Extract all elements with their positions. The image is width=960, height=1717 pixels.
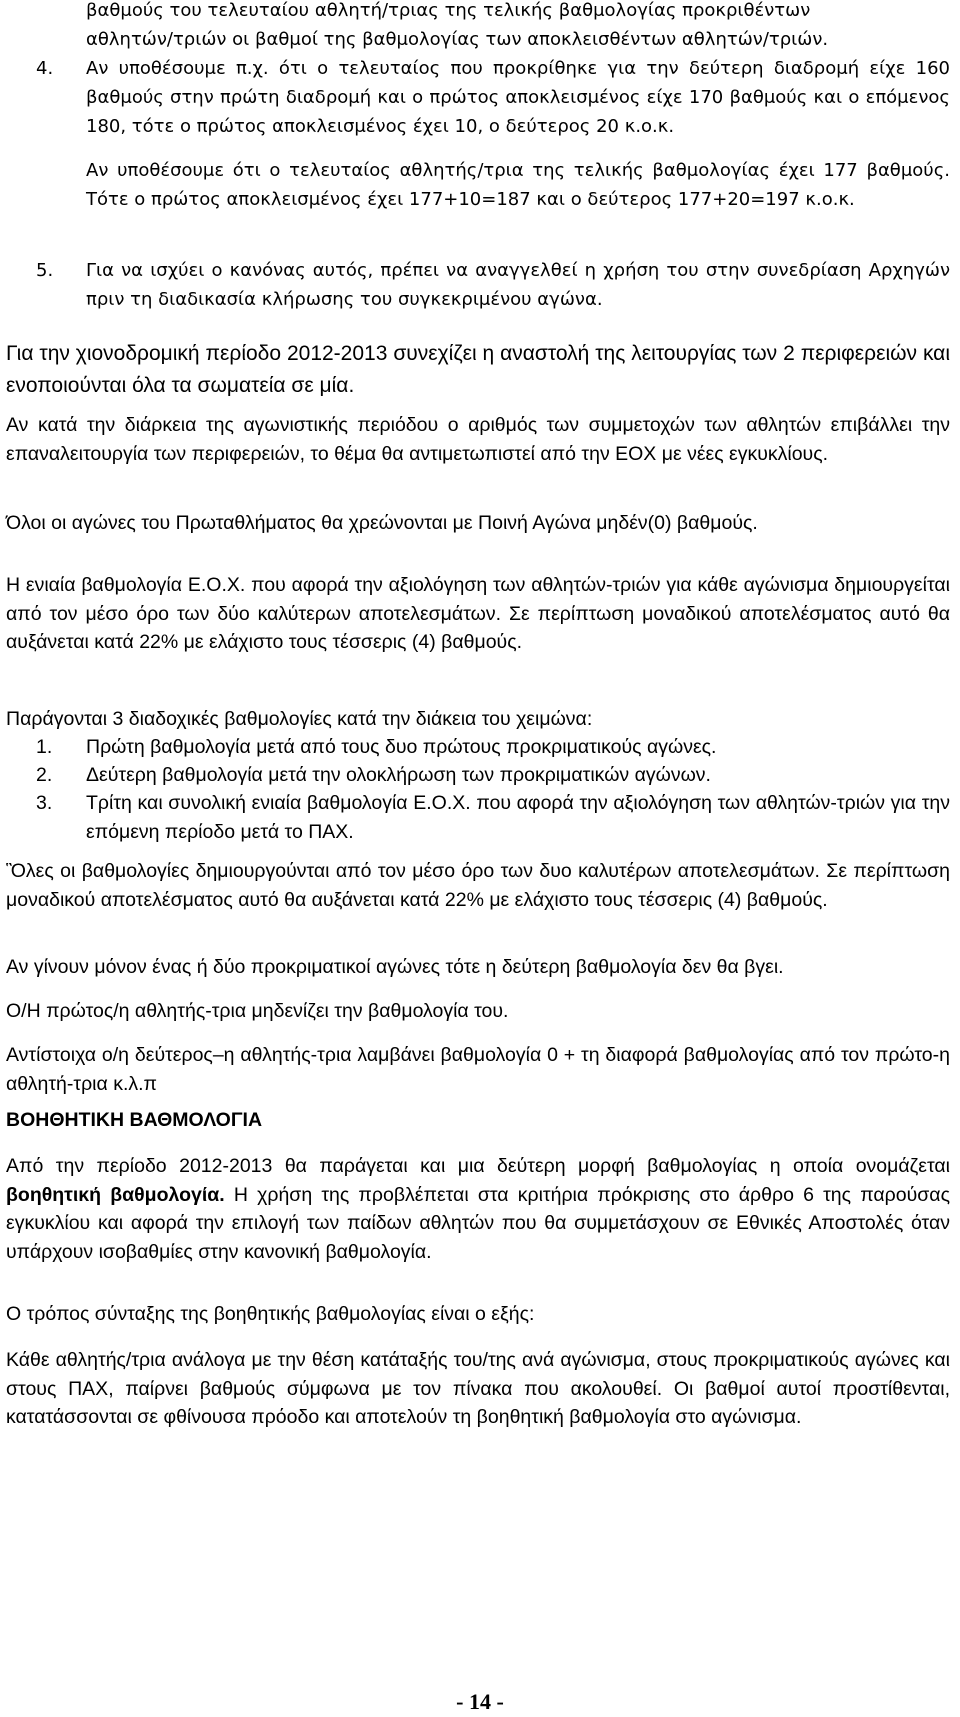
paragraph-method: Ο τρόπος σύνταξης της βοηθητικής βαθμολογίας είναι ο εξής:	[6, 1303, 535, 1325]
ranking-list-item-1	[36, 733, 950, 762]
heading-auxiliary-ranking: ΒΟΗΘΗΤΙΚΗ ΒΑΘΜΟΛΟΓΙΑ	[6, 1109, 263, 1131]
list-item-text: Πρώτη βαθμολογία μετά από τους δυο πρώτους προκριματικούς αγώνες.	[86, 736, 717, 758]
paragraph-second-athlete: Αντίστοιχα ο/η δεύτερος–η αθλητής-τρια λαμβάνει βαθμολογία 0 + τη διαφορά βαθμολογίας από τον πρώτο-η αθλητή-τρια κ.λ.π	[6, 1044, 950, 1095]
list-item-text: Αν υποθέσουμε π.χ. ότι ο τελευταίος που προκρίθηκε για την δεύτερη διαδρομή είχε 160 βαθμούς στην πρώτη διαδρομή και ο πρώτος αποκλεισμένος είχε 170 βαθμούς και ο επόμενος 180, τότε ο πρώτος αποκλεισμένος έχει 10, ο δεύτερος 20 κ.ο.κ.	[86, 58, 950, 137]
aux-text-bold: βοηθητική βαθμολογία.	[6, 1183, 225, 1206]
aux-text-part1: Από την περίοδο 2012-2013 θα παράγεται και μια δεύτερη μορφή βαθμολογίας η οποία ονομάζεται	[6, 1155, 950, 1177]
paragraph-all-rankings: Ὃλες οι βαθμολογίες δημιουργούνται από τον μέσο όρο των δυο καλυτέρων αποτελεσμάτων. Σε περίπτωση μοναδικού αποτελέσματος αυτό θα αυξάνεται κατά 22% με ελάχιστο τους τέσσερις (4) βαθμούς.	[6, 860, 950, 911]
page-number: - 14 -	[456, 1689, 504, 1714]
paragraph-one-two-races: Αν γίνουν μόνον ένας ή δύο προκριματικοί αγώνες τότε η δεύτερη βαθμολογία δεν θα βγει.	[6, 956, 784, 978]
top-continuation	[86, 0, 950, 54]
paragraph-each-athlete: Κάθε αθλητής/τρια ανάλογα με την θέση κατάταξής του/της ανά αγώνισμα, στους προκριματικούς αγώνες και στους ΠΑΧ, παίρνει βαθμούς σύμφωνα με τον πίνακα που ακολουθεί. Οι βαθμοί αυτοί προστίθενται, κατατάσσονται σε φθίνουσα πρόοδο και αποτελούν τη βοηθητική βαθμολογία στο αγώνισμα.	[6, 1349, 950, 1428]
list-item-5	[36, 256, 950, 314]
paragraph-reactivation: Αν κατά την διάρκεια της αγωνιστικής περιόδου ο αριθμός των συμμετοχών των αθλητών επιβάλλει την επαναλειτουργία των περιφερειών, το θέμα θα αντιμετωπιστεί από την ΕΟΧ με νέες εγκυκλίους.	[6, 414, 950, 465]
list-item-4-continuation: Αν υποθέσουμε ότι ο τελευταίος αθλητής/τρια της τελικής βαθμολογίας έχει 177 βαθμούς. Τότε ο πρώτος αποκλεισμένος έχει 177+10=187 και ο δεύτερος 177+20=197 κ.ο.κ.	[86, 160, 950, 210]
paragraph-unified-ranking: Η ενιαία βαθμολογία Ε.Ο.Χ. που αφορά την αξιολόγηση των αθλητών-τριών για κάθε αγώνισμα δημιουργείται από τον μέσο όρο των δύο καλύτερων αποτελεσμάτων. Σε περίπτωση μοναδικού αποτελέσματος αυτό θα αυξάνεται κατά 22% με ελάχιστο τους τέσσερις (4) βαθμούς.	[6, 574, 950, 653]
paragraph-suspension: Για την χιονοδρομική περίοδο 2012-2013 συνεχίζει η αναστολή της λειτουργίας των 2 περιφερειών και ενοποιούνται όλα τα σωματεία σε μία.	[6, 342, 950, 397]
ranking-list-item-3	[36, 789, 950, 846]
paragraph-auxiliary-ranking	[6, 1152, 950, 1266]
list-item-text: Τρίτη και συνολική ενιαία βαθμολογία Ε.Ο.Χ. που αφορά την αξιολόγηση των αθλητών-τριών για την επόμενη περίοδο μετά το ΠΑΧ.	[86, 792, 950, 843]
top-continuation-line1: βαθμούς του τελευταίου αθλητή/τριας της τελικής βαθμολογίας προκριθέντων	[86, 0, 811, 21]
paragraph-first-athlete: Ο/Η πρώτος/η αθλητής-τρια μηδενίζει την βαθμολογία του.	[6, 1000, 509, 1022]
list-item-4	[36, 54, 950, 141]
list-number: 3.	[36, 792, 53, 814]
paragraph-three-rankings-intro: Παράγονται 3 διαδοχικές βαθμολογίες κατά την διάκεια του χειμώνα:	[6, 708, 593, 730]
list-number: 5.	[36, 260, 54, 281]
top-continuation-line2: αθλητών/τριών οι βαθμοί της βαθμολογίας των αποκλεισθέντων αθλητών/τριών.	[86, 29, 829, 50]
list-number: 1.	[36, 736, 53, 758]
aux-text-part2: Η χρήση της προβλέπεται στα κριτήρια πρόκρισης στο άρθρο 6 της παρούσας εγκυκλίου και αφορά την επιλογή των παίδων αθλητών που θα συμμετάσχουν σε Εθνικές Αποστολές όταν υπάρχουν ισοβαθμίες στην κανονική βαθμολογία.	[6, 1183, 950, 1263]
list-item-text: Για να ισχύει ο κανόνας αυτός, πρέπει να αναγγελθεί η χρήση του στην συνεδρίαση Αρχηγών πριν τη διαδικασία κλήρωσης του συγκεκριμένου αγώνα.	[86, 260, 950, 310]
list-number: 2.	[36, 764, 53, 786]
list-item-text: Δεύτερη βαθμολογία μετά την ολοκλήρωση των προκριματικών αγώνων.	[86, 764, 711, 786]
list-number: 4.	[36, 58, 54, 79]
paragraph-penalty: Όλοι οι αγώνες του Πρωταθλήματος θα χρεώνονται με Ποινή Αγώνα μηδέν(0) βαθμούς.	[6, 512, 758, 534]
ranking-list-item-2	[36, 761, 950, 790]
